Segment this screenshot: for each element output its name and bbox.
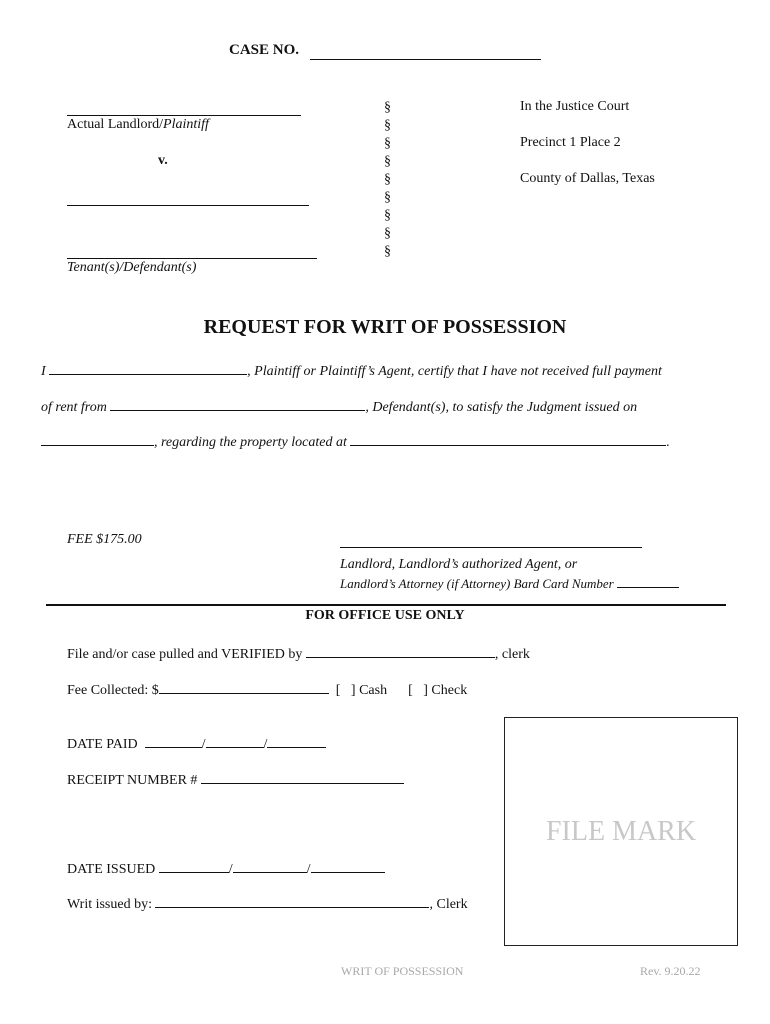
date-issued-month-field[interactable] [159, 860, 229, 873]
defendant-field[interactable] [110, 398, 365, 411]
verified-by-field[interactable] [306, 645, 495, 658]
signature-field[interactable] [340, 547, 642, 548]
section-symbol: § [384, 136, 391, 151]
section-symbol: § [384, 208, 391, 223]
plaintiff-label: Actual Landlord/Plaintiff [67, 117, 209, 132]
date-paid-row: DATE PAID / / [67, 735, 326, 753]
court-precinct: Precinct 1 Place 2 [520, 135, 621, 150]
case-no-field[interactable] [310, 59, 541, 60]
fee-label: FEE $175.00 [67, 532, 142, 547]
check-checkbox[interactable]: [ ] [408, 683, 428, 698]
writ-issued-row: Writ issued by: , Clerk [67, 897, 468, 912]
section-symbol: § [384, 154, 391, 169]
date-paid-year-field[interactable] [267, 735, 326, 748]
fee-collected-row: Fee Collected: $ [ ] Cash [ ] Check [67, 683, 468, 698]
landlord-name-field[interactable] [67, 115, 301, 116]
property-address-field[interactable] [350, 433, 666, 446]
receipt-number-field[interactable] [201, 771, 404, 784]
signature-caption-2: Landlord’s Attorney (if Attorney) Bard Card Number [340, 575, 679, 592]
verified-row: File and/or case pulled and VERIFIED by , clerk [67, 647, 530, 662]
versus-label: v. [158, 153, 168, 168]
page-title: REQUEST FOR WRIT OF POSSESSION [203, 316, 567, 338]
writ-issued-by-field[interactable] [155, 895, 429, 908]
defendant-name-field-2[interactable] [67, 258, 317, 259]
signature-caption-1: Landlord, Landlord’s authorized Agent, or [340, 557, 578, 572]
certification-line-3: , regarding the property located at . [41, 433, 670, 451]
section-symbol: § [384, 244, 391, 259]
section-symbol: § [384, 118, 391, 133]
section-symbol: § [384, 172, 391, 187]
file-mark-box [504, 717, 738, 946]
date-issued-day-field[interactable] [233, 860, 307, 873]
office-use-heading: FOR OFFICE USE ONLY [305, 608, 465, 623]
judgment-date-field[interactable] [41, 433, 154, 446]
section-symbol: § [384, 100, 391, 115]
plaintiff-agent-field[interactable] [49, 362, 247, 375]
section-symbol: § [384, 226, 391, 241]
date-issued-row: DATE ISSUED / / [67, 860, 385, 878]
defendant-name-field-1[interactable] [67, 205, 309, 206]
case-no-label: CASE NO. [229, 42, 300, 58]
cash-checkbox[interactable]: [ ] [335, 683, 356, 698]
footer-form-name: WRIT OF POSSESSION [341, 964, 464, 978]
section-symbol-column [384, 99, 396, 261]
certification-line-2: of rent from , Defendant(s), to satisfy the Judgment issued on [41, 400, 638, 415]
receipt-row: RECEIPT NUMBER # [67, 771, 404, 789]
section-symbol: § [384, 190, 391, 205]
court-county: County of Dallas, Texas [520, 171, 655, 186]
fee-collected-field[interactable] [159, 681, 329, 694]
defendant-label: Tenant(s)/Defendant(s) [67, 260, 197, 275]
date-issued-year-field[interactable] [311, 860, 385, 873]
certification-line-1: I , Plaintiff or Plaintiff’s Agent, certify that I have not received full payment [41, 364, 662, 379]
court-name: In the Justice Court [520, 99, 630, 114]
file-mark-label: FILE MARK [545, 816, 697, 847]
date-paid-month-field[interactable] [145, 735, 202, 748]
date-paid-day-field[interactable] [206, 735, 264, 748]
footer-revision: Rev. 9.20.22 [640, 964, 701, 978]
section-divider [46, 604, 726, 606]
bar-card-number-field[interactable] [617, 575, 679, 588]
